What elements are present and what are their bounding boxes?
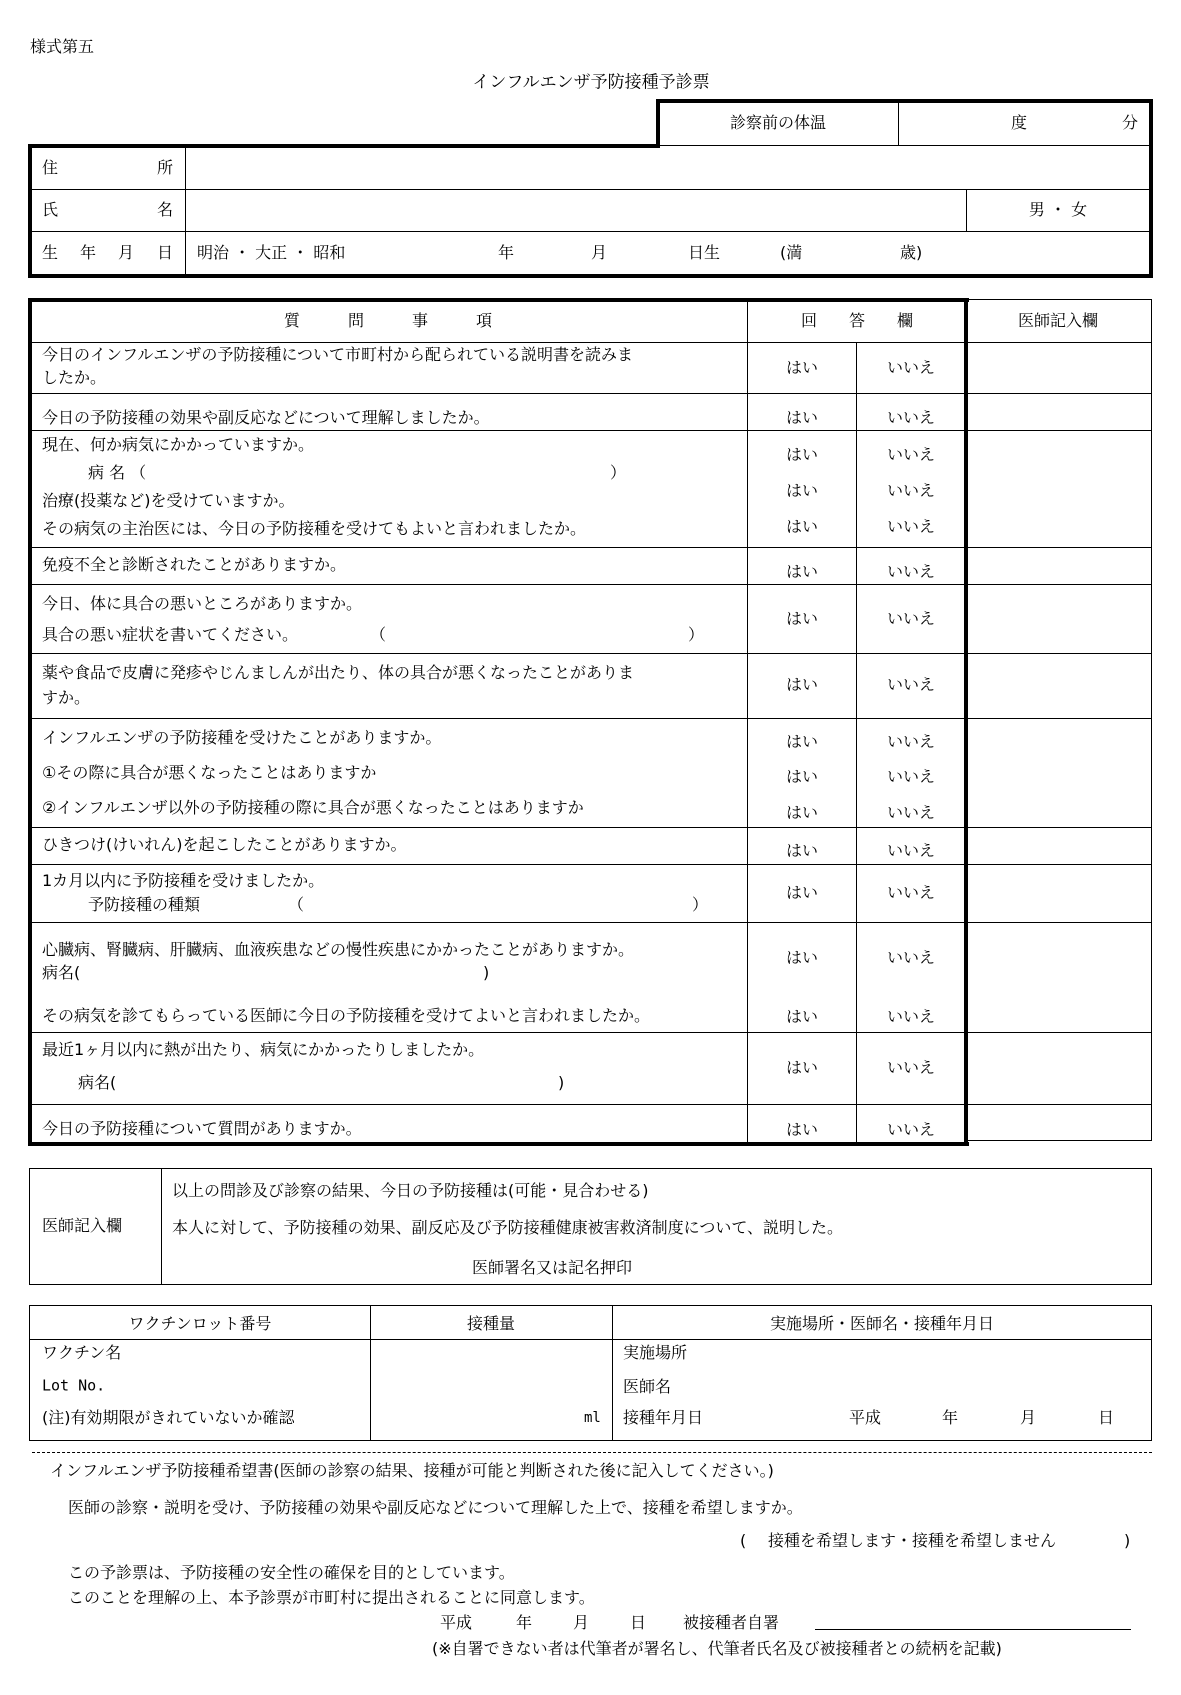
- purpose-line-1: この予診票は、予防接種の安全性の確保を目的としています。: [68, 1563, 515, 1582]
- name-label-1: 氏: [42, 200, 59, 219]
- vaccine-type-open: （: [288, 895, 305, 914]
- vaccine-type-close: ）: [692, 895, 709, 914]
- birth-label-4: 日: [157, 243, 174, 262]
- answer-yes[interactable]: はい: [785, 675, 819, 694]
- question-text: 最近1ヶ月以内に熱が出たり、病気にかかったりしましたか。: [42, 1040, 485, 1059]
- answer-no[interactable]: いいえ: [886, 408, 936, 427]
- date-label: 接種年月日: [623, 1408, 704, 1427]
- consent-question: 医師の診察・説明を受け、予防接種の効果や副反応などについて理解した上で、接種を希望しますか。: [68, 1498, 803, 1517]
- question-text: したか。: [42, 368, 107, 387]
- doctor-signature-label: 医師署名又は記名押印: [472, 1258, 633, 1277]
- answer-no[interactable]: いいえ: [886, 841, 936, 860]
- question-text: その病気を診てもらっている医師に今日の予防接種を受けてよいと言われましたか。: [42, 1006, 651, 1025]
- degree-unit: 度: [1010, 113, 1028, 132]
- dose-header: 接種量: [466, 1314, 516, 1333]
- minute-unit: 分: [1121, 113, 1139, 132]
- question-text: 1カ月以内に予防接種を受けましたか。: [42, 871, 325, 890]
- dose-field[interactable]: [373, 1341, 583, 1437]
- answer-no[interactable]: いいえ: [886, 481, 936, 500]
- age-close: 歳): [900, 243, 923, 262]
- doctor-note-field[interactable]: [969, 395, 1150, 429]
- answer-yes[interactable]: はい: [785, 358, 819, 377]
- answer-yes[interactable]: はい: [785, 445, 819, 464]
- gender-options[interactable]: 男 ・ 女: [1028, 200, 1088, 219]
- question-text: 現在、何か病気にかかっていますか。: [42, 435, 315, 454]
- question-text: その病気の主治医には、今日の予防接種を受けてもよいと言われましたか。: [42, 519, 587, 538]
- question-text: 薬や食品で皮膚に発疹やじんましんが出たり、体の具合が悪くなったことがありま: [42, 663, 635, 682]
- answer-yes[interactable]: はい: [785, 1058, 819, 1077]
- purpose-line-2: このことを理解の上、本予診票が市町村に提出されることに同意します。: [68, 1588, 595, 1607]
- date-year-unit: 年: [942, 1408, 959, 1427]
- recent-illness-label: 病名(: [78, 1073, 117, 1092]
- doctor-note-field[interactable]: [969, 924, 1150, 1031]
- answer-yes[interactable]: はい: [785, 767, 819, 786]
- doctor-note-field[interactable]: [969, 1106, 1150, 1139]
- question-text: 免疫不全と診断されたことがありますか。: [42, 555, 347, 574]
- vaccine-name-label: ワクチン名: [42, 1343, 122, 1362]
- name-label-2: 名: [157, 200, 174, 219]
- doctor-signature-field[interactable]: [650, 1255, 1145, 1283]
- disease-name-close: ）: [610, 463, 627, 482]
- signature-note: (※自署できない者は代筆者が署名し、代筆者氏名及び被接種者との続柄を記載): [432, 1639, 1002, 1658]
- doctor-note-field[interactable]: [969, 586, 1150, 652]
- symptom-label: 具合の悪い症状を書いてください。: [42, 625, 299, 644]
- doctor-note-field[interactable]: [969, 549, 1150, 583]
- answer-yes[interactable]: はい: [785, 1007, 819, 1026]
- question-text: インフルエンザの予防接種を受けたことがありますか。: [42, 728, 442, 747]
- doctor-section-label: 医師記入欄: [42, 1216, 123, 1235]
- doctor-note-field[interactable]: [969, 1034, 1150, 1103]
- question-text: ひきつけ(けいれん)を起こしたことがありますか。: [42, 835, 407, 854]
- doctor-note-field[interactable]: [969, 720, 1150, 826]
- doctor-name-label: 医師名: [623, 1377, 672, 1396]
- doctor-note-field[interactable]: [969, 655, 1150, 717]
- doctor-explanation-text: 本人に対して、予防接種の効果、副反応及び予防接種健康被害救済制度について、説明した。: [172, 1218, 844, 1237]
- header-answer: 回 答 欄: [800, 311, 914, 330]
- vaccine-type-field[interactable]: [310, 894, 695, 916]
- consent-date-era: 平成: [440, 1613, 473, 1632]
- answer-yes[interactable]: はい: [785, 562, 819, 581]
- signature-field[interactable]: [815, 1608, 1131, 1630]
- answer-yes[interactable]: はい: [785, 732, 819, 751]
- consent-month-unit: 月: [573, 1613, 590, 1632]
- birth-label-3: 月: [118, 243, 135, 262]
- doctor-note-field[interactable]: [969, 432, 1150, 546]
- consent-heading: インフルエンザ予防接種希望書(医師の診察の結果、接種が可能と判断された後に記入してください。): [50, 1461, 774, 1480]
- answer-no[interactable]: いいえ: [886, 445, 936, 464]
- lot-number-label: Lot No.: [42, 1376, 106, 1395]
- birth-day-unit: 日生: [688, 243, 721, 262]
- birth-label-1: 生: [42, 243, 59, 262]
- date-day-unit: 日: [1098, 1408, 1115, 1427]
- cut-line: [32, 1452, 1152, 1453]
- question-text: 治療(投薬など)を受けていますか。: [42, 491, 295, 510]
- page-title: インフルエンザ予防接種予診票: [472, 72, 710, 93]
- lot-header: ワクチンロット番号: [128, 1314, 272, 1333]
- consent-day-unit: 日: [630, 1613, 647, 1632]
- answer-no[interactable]: いいえ: [886, 1007, 936, 1026]
- header-doctor: 医師記入欄: [1017, 311, 1099, 330]
- answer-yes[interactable]: はい: [785, 609, 819, 628]
- answer-no[interactable]: いいえ: [886, 358, 936, 377]
- answer-no[interactable]: いいえ: [886, 767, 936, 786]
- question-text: 今日の予防接種の効果や副反応などについて理解しましたか。: [42, 408, 490, 427]
- date-month-unit: 月: [1020, 1408, 1037, 1427]
- expiry-note: (注)有効期限がきれていないか確認: [42, 1408, 295, 1427]
- answer-yes[interactable]: はい: [785, 481, 819, 500]
- answer-no[interactable]: いいえ: [886, 562, 936, 581]
- question-text: すか。: [42, 688, 91, 707]
- doctor-note-field[interactable]: [969, 344, 1150, 392]
- question-text: 今日、体に具合の悪いところがありますか。: [42, 594, 363, 613]
- chronic-disease-label: 病名(: [42, 963, 81, 982]
- answer-no[interactable]: いいえ: [886, 883, 936, 902]
- question-text: ②インフルエンザ以外の予防接種の際に具合が悪くなったことはありますか: [42, 798, 584, 817]
- answer-no[interactable]: いいえ: [886, 732, 936, 751]
- lot-number-field[interactable]: [32, 1341, 368, 1437]
- doctor-note-field[interactable]: [969, 866, 1150, 921]
- address-label-1: 住: [42, 158, 59, 177]
- question-text: 今日の予防接種について質問がありますか。: [42, 1119, 362, 1138]
- answer-no[interactable]: いいえ: [886, 609, 936, 628]
- dose-unit: ml: [584, 1410, 601, 1426]
- disease-name-field[interactable]: [160, 462, 610, 484]
- answer-yes[interactable]: はい: [785, 803, 819, 822]
- symptom-close: ）: [688, 625, 705, 644]
- temperature-label: 診察前の体温: [729, 113, 827, 132]
- answer-yes[interactable]: はい: [785, 1120, 819, 1139]
- symptom-open: （: [370, 625, 387, 644]
- answer-no[interactable]: いいえ: [886, 675, 936, 694]
- form-number: 様式第五: [30, 37, 95, 56]
- answer-yes[interactable]: はい: [785, 517, 819, 536]
- place-label: 実施場所: [623, 1343, 688, 1362]
- question-text: 今日のインフルエンザの予防接種について市町村から配られている説明書を読みま: [42, 345, 634, 364]
- name-field[interactable]: [188, 191, 964, 230]
- disease-name-label: 病 名 （: [88, 463, 147, 482]
- address-field[interactable]: [188, 148, 1148, 188]
- question-text: 心臓病、腎臓病、肝臓病、血液疾患などの慢性疾患にかかったことがありますか。: [42, 940, 635, 959]
- chronic-disease-field[interactable]: [90, 962, 480, 984]
- answer-no[interactable]: いいえ: [886, 517, 936, 536]
- consent-choice-close: ): [1124, 1531, 1131, 1550]
- age-open: (満: [780, 243, 803, 262]
- vaccine-type-label: 予防接種の種類: [88, 895, 201, 914]
- header-question: 質 問 事 項: [283, 311, 493, 330]
- symptom-field[interactable]: [390, 624, 690, 646]
- consent-year-unit: 年: [516, 1613, 533, 1632]
- place-header: 実施場所・医師名・接種年月日: [769, 1314, 995, 1333]
- doctor-note-field[interactable]: [969, 829, 1150, 863]
- era-options[interactable]: 明治 ・ 大正 ・ 昭和: [197, 243, 346, 262]
- answer-yes[interactable]: はい: [785, 948, 819, 967]
- birth-year-unit: 年: [498, 243, 515, 262]
- date-era: 平成: [849, 1408, 882, 1427]
- answer-yes[interactable]: はい: [785, 841, 819, 860]
- chronic-disease-close: ): [483, 963, 490, 982]
- answer-no[interactable]: いいえ: [886, 803, 936, 822]
- birth-month-unit: 月: [591, 243, 608, 262]
- signature-label: 被接種者自署: [683, 1613, 780, 1632]
- consent-choice-open: (: [740, 1531, 747, 1550]
- doctor-name-field[interactable]: [690, 1374, 1148, 1400]
- answer-no[interactable]: いいえ: [886, 1058, 936, 1077]
- address-label-2: 所: [157, 158, 174, 177]
- recent-illness-close: ): [558, 1073, 565, 1092]
- answer-no[interactable]: いいえ: [886, 948, 936, 967]
- recent-illness-field[interactable]: [125, 1072, 557, 1094]
- answer-yes[interactable]: はい: [785, 408, 819, 427]
- answer-yes[interactable]: はい: [785, 883, 819, 902]
- consent-choice-options[interactable]: 接種を希望します・接種を希望しません: [768, 1531, 1057, 1550]
- doctor-decision-text[interactable]: 以上の問診及び診察の結果、今日の予防接種は(可能・見合わせる): [172, 1181, 649, 1200]
- place-field[interactable]: [700, 1342, 1148, 1366]
- answer-no[interactable]: いいえ: [886, 1120, 936, 1139]
- question-text: ①その際に具合が悪くなったことはありますか: [42, 763, 377, 782]
- birth-label-2: 年: [80, 243, 97, 262]
